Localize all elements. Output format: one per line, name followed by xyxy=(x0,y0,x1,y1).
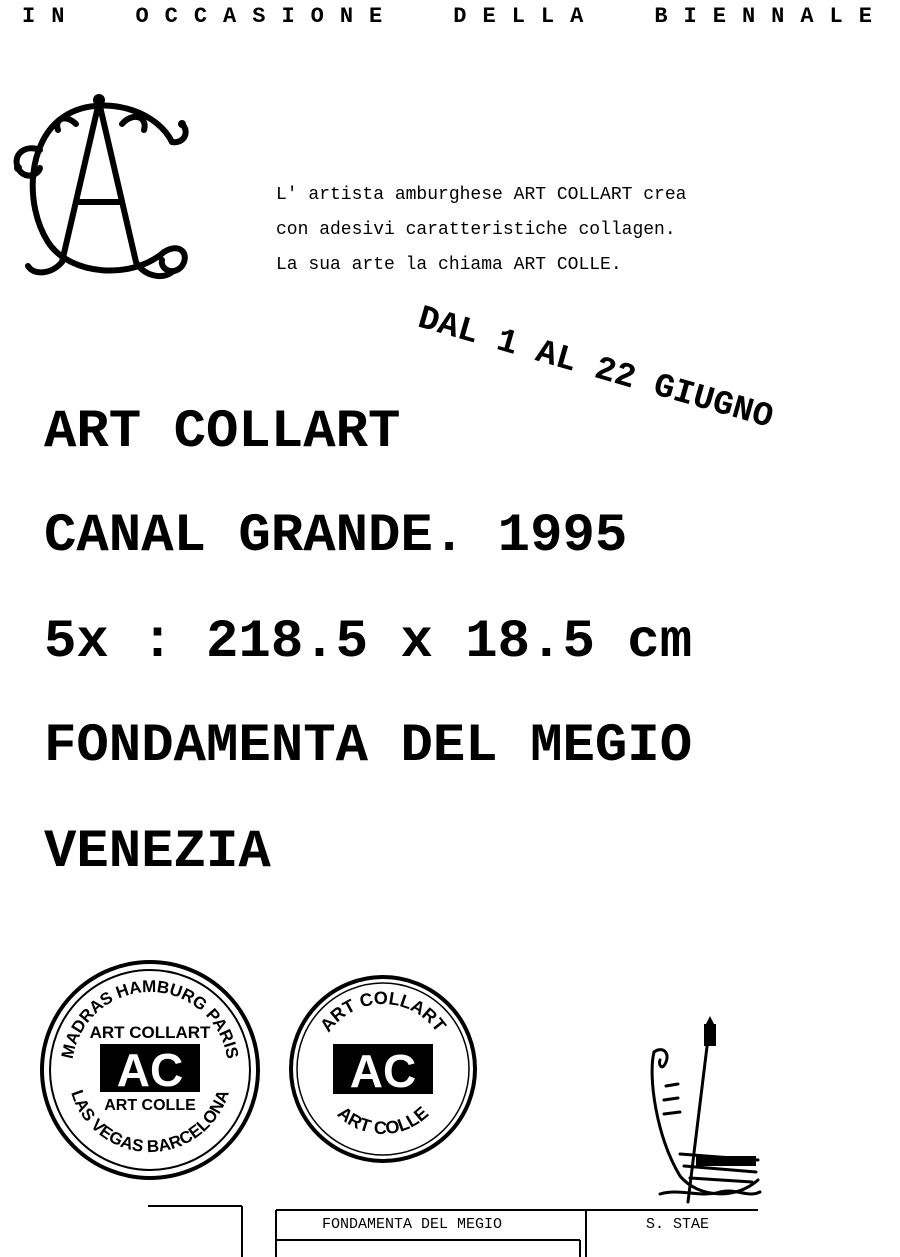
venue-city: VENEZIA xyxy=(44,822,271,883)
stamp-bottom-text: ART COLLE xyxy=(333,1102,433,1139)
stamp-art-colle: ART COLLE xyxy=(104,1097,196,1114)
cities-stamp xyxy=(38,958,262,1182)
intro-text xyxy=(276,178,686,283)
artwork-title: CANAL GRANDE. 1995 xyxy=(44,506,628,567)
stamp-artist-name: ART COLLART xyxy=(89,1023,211,1042)
header-word: IN xyxy=(22,4,81,29)
intro-line: L' artista amburghese ART COLLART crea xyxy=(276,185,687,205)
gondola-icon xyxy=(640,1016,764,1208)
stamp-cities-bottom: LAS VEGAS BARCELONA xyxy=(67,1087,233,1157)
header-word: BIENNALE xyxy=(654,4,888,29)
stamp-top-text: ART COLLART xyxy=(316,987,450,1036)
stop-label: S. STAE xyxy=(646,1216,710,1233)
stamp-monogram: AC xyxy=(349,1045,417,1097)
header-line xyxy=(22,4,888,29)
venue-address: FONDAMENTA DEL MEGIO xyxy=(44,716,693,777)
street-label: FONDAMENTA DEL MEGIO xyxy=(322,1216,503,1233)
header-word: OCCASIONE xyxy=(135,4,399,29)
stamp-monogram: AC xyxy=(116,1044,184,1096)
dates-stamp: DAL 1 AL 22 GIUGNO xyxy=(413,300,778,438)
map-fragment xyxy=(146,1200,900,1257)
ac-monogram-icon xyxy=(4,84,194,288)
artist-name: ART COLLART xyxy=(44,402,401,463)
intro-line: La sua arte la chiama ART COLLE. xyxy=(276,255,622,275)
artwork-dimensions: 5x : 218.5 x 18.5 cm xyxy=(44,612,693,673)
stamp-cities-top: MADRAS HAMBURG PARIS xyxy=(57,976,243,1061)
header-word: DELLA xyxy=(453,4,600,29)
intro-line: con adesivi caratteristiche collagen. xyxy=(276,220,676,240)
art-collart-stamp xyxy=(288,974,478,1164)
